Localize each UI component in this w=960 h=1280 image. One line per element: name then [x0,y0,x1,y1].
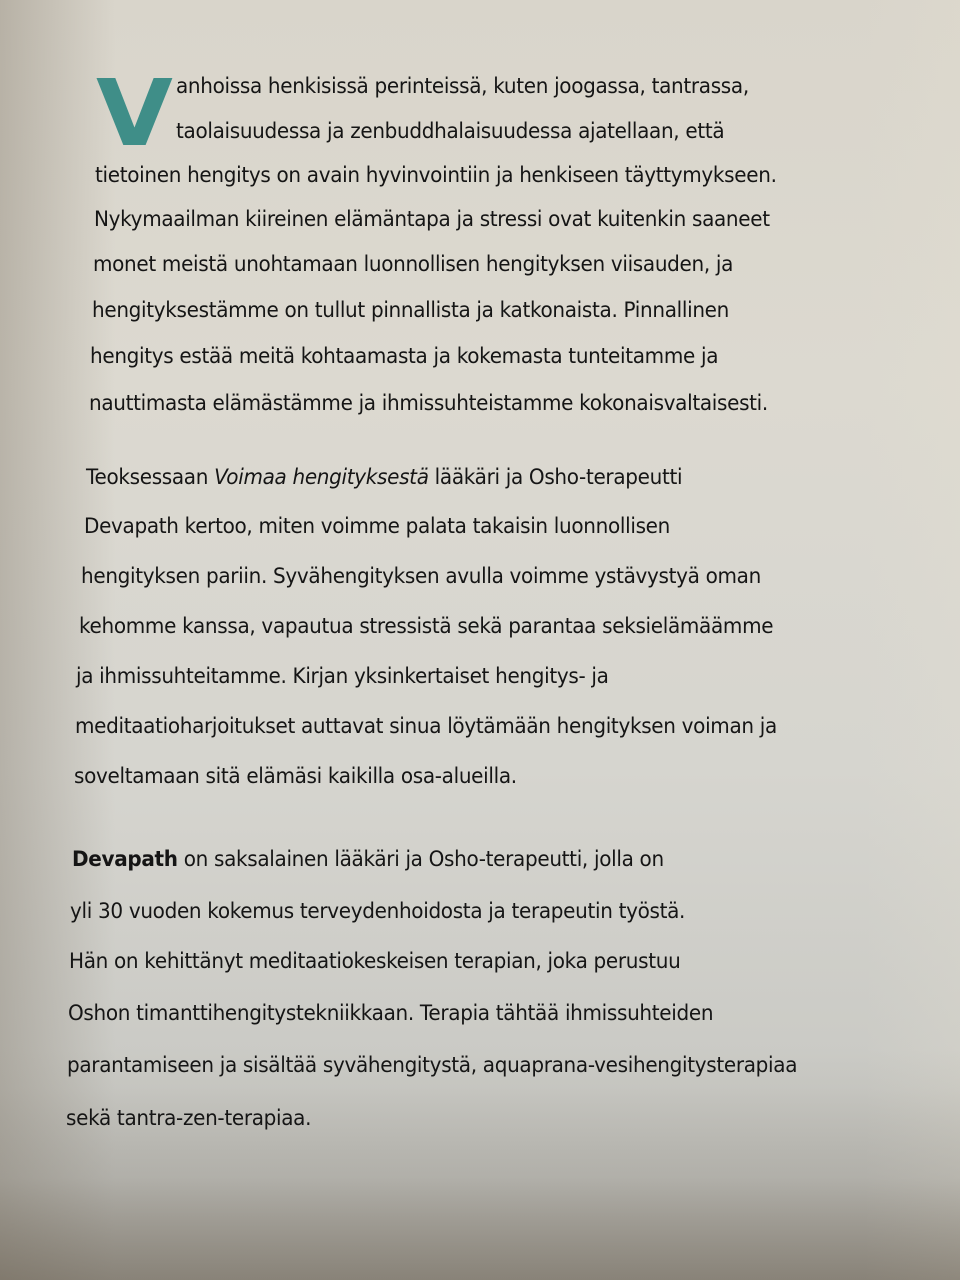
text-line: Nykymaailman kiireinen elämäntapa ja stressi ovat kuitenkin saaneet [94,207,770,232]
text-line [72,849,664,871]
text-run: lääkäri ja Osho-terapeutti [428,465,683,490]
text-line [86,467,682,489]
text-line: tietoinen hengitys on avain hyvinvointiin ja henkiseen täyttymykseen. [95,163,777,188]
text-line: taolaisuudessa ja zenbuddhalaisuudessa ajatellaan, että [176,119,725,144]
drop-cap: V [96,60,173,167]
text-line: Oshon timanttihengitystekniikkaan. Terapia tähtää ihmissuhteiden [68,1001,714,1026]
text-line: Devapath kertoo, miten voimme palata takaisin luonnollisen [84,514,671,539]
text-run: Teoksessaan [86,465,215,490]
text-run: on saksalainen lääkäri ja Osho-terapeutti, jolla on [177,847,664,872]
text-line: yli 30 vuoden kokemus terveydenhoidosta ja terapeutin työstä. [70,899,686,924]
text-line: Hän on kehittänyt meditaatiokeskeisen terapian, joka perustuu [69,949,681,974]
book-title: Voimaa hengityksestä [214,465,429,490]
author-name: Devapath [72,847,178,872]
text-line: sekä tantra-zen-terapiaa. [66,1106,312,1131]
text-line: hengityksen pariin. Syvähengityksen avulla voimme ystävystyä oman [81,564,761,589]
text-line: soveltamaan sitä elämäsi kaikilla osa-alueilla. [74,764,517,789]
text-line: anhoissa henkisissä perinteissä, kuten joogassa, tantrassa, [176,74,749,99]
text-line: nauttimasta elämästämme ja ihmissuhteistamme kokonaisvaltaisesti. [89,391,768,416]
text-line: kehomme kanssa, vapautua stressistä sekä parantaa seksielämäämme [79,614,774,639]
text-line: hengityksestämme on tullut pinnallista ja katkonaista. Pinnallinen [92,298,730,323]
text-line: hengitys estää meitä kohtaamasta ja kokemasta tunteitamme ja [90,344,719,369]
text-line: meditaatioharjoitukset auttavat sinua löytämään hengityksen voiman ja [75,714,777,739]
text-line: parantamiseen ja sisältää syvähengitystä, aquaprana-vesihengitysterapiaa [67,1053,798,1078]
text-line: monet meistä unohtamaan luonnollisen hengityksen viisauden, ja [93,252,734,277]
text-line: ja ihmissuhteitamme. Kirjan yksinkertaiset hengitys- ja [76,664,609,689]
